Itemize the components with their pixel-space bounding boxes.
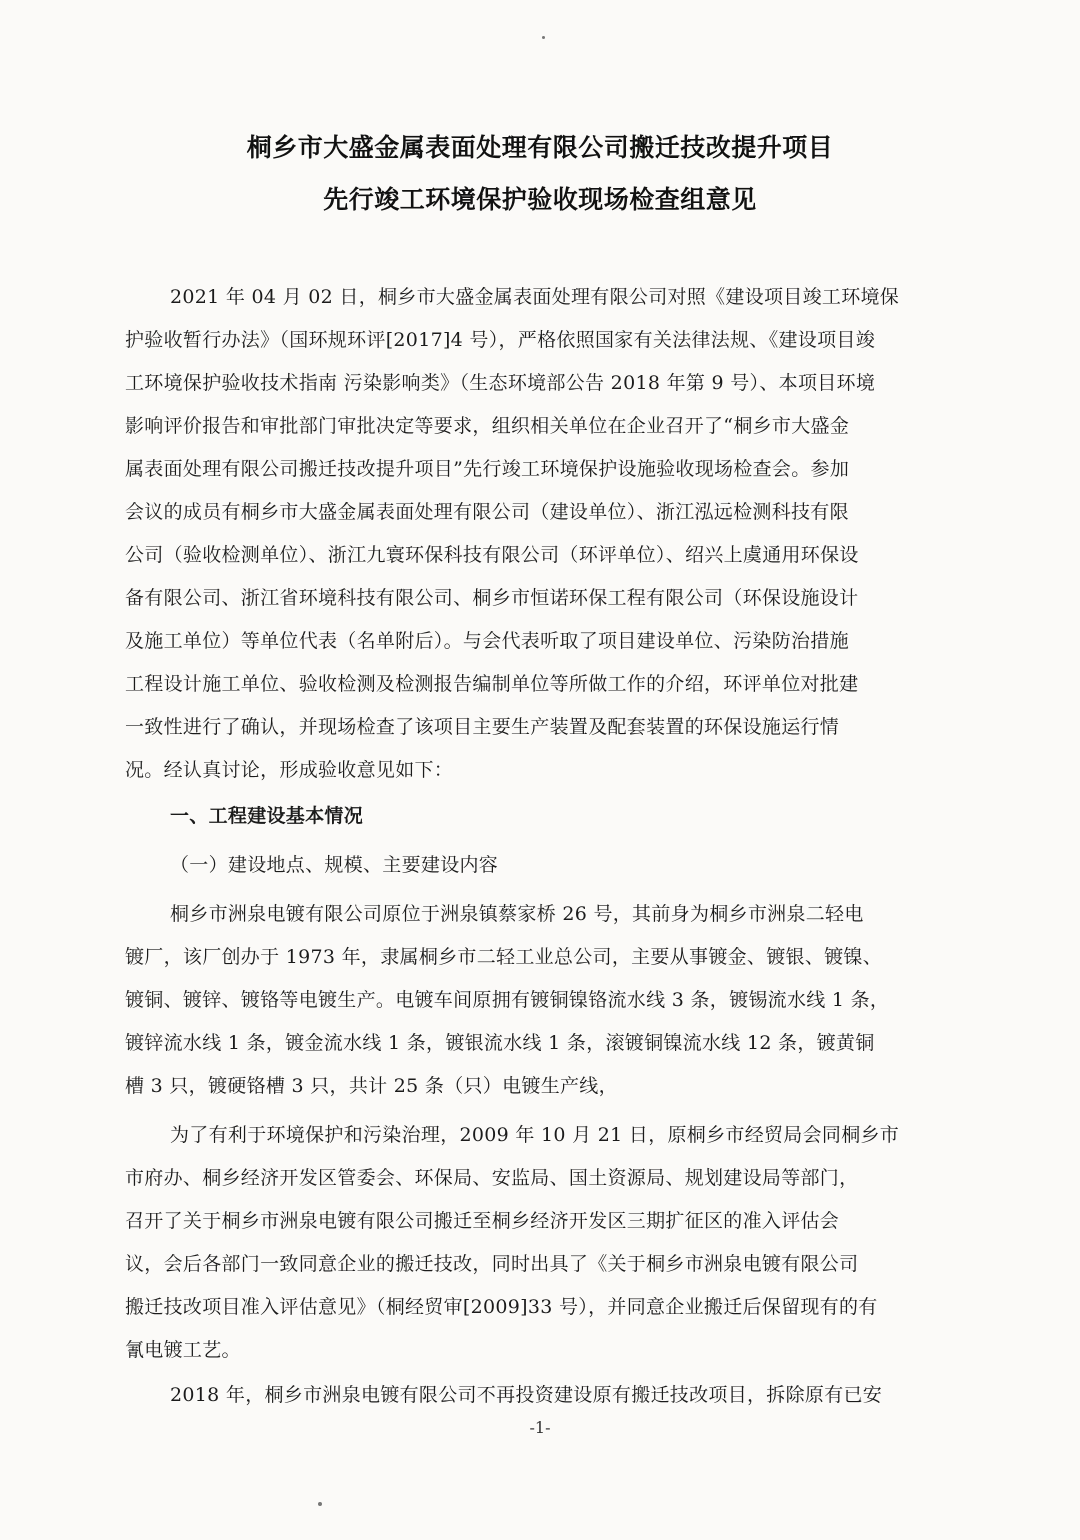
paragraph-line: 为了有利于环境保护和污染治理，2009 年 10 月 21 日，原桐乡市经贸局会同桐乡市 — [170, 1124, 900, 1146]
scan-speck — [318, 1502, 322, 1506]
paragraph-line: 市府办、桐乡经济开发区管委会、环保局、安监局、国土资源局、规划建设局等部门， — [125, 1167, 859, 1189]
document-title-line-1: 桐乡市大盛金属表面处理有限公司搬迁技改提升项目 — [246, 133, 834, 162]
paragraph-line: 桐乡市洲泉电镀有限公司原位于洲泉镇蔡家桥 26 号，其前身为桐乡市洲泉二轻电 — [170, 903, 864, 925]
paragraph-line: 召开了关于桐乡市洲泉电镀有限公司搬迁至桐乡经济开发区三期扩征区的准入评估会 — [125, 1210, 840, 1232]
paragraph-line: 及施工单位）等单位代表（名单附后）。与会代表听取了项目建设单位、污染防治措施 — [125, 630, 849, 652]
paragraph-line: 2018 年，桐乡市洲泉电镀有限公司不再投资建设原有搬迁技改项目，拆除原有已安 — [170, 1384, 883, 1406]
paragraph-line: 备有限公司、浙江省环境科技有限公司、桐乡市恒诺环保工程有限公司（环保设施设计 — [125, 587, 859, 609]
paragraph-line: 影响评价报告和审批部门审批决定等要求，组织相关单位在企业召开了“桐乡市大盛金 — [125, 415, 850, 437]
paragraph-line: 工程设计施工单位、验收检测及检测报告编制单位等所做工作的介绍，环评单位对批建 — [125, 673, 859, 695]
paragraph-line: 议，会后各部门一致同意企业的搬迁技改，同时出具了《关于桐乡市洲泉电镀有限公司 — [125, 1253, 859, 1275]
section-heading: 一、工程建设基本情况 — [170, 805, 364, 827]
paragraph-line: 一致性进行了确认，并现场检查了该项目主要生产装置及配套装置的环保设施运行情 — [125, 716, 840, 738]
paragraph-line: 2021 年 04 月 02 日，桐乡市大盛金属表面处理有限公司对照《建设项目竣工环境保 — [170, 286, 900, 308]
paragraph-line: 搬迁技改项目准入评估意见》（桐经贸审[2009]33 号），并同意企业搬迁后保留现有的有 — [125, 1296, 878, 1318]
scan-speck — [542, 36, 545, 39]
paragraph-line: 况。经认真讨论，形成验收意见如下： — [125, 759, 454, 781]
paragraph-line: 槽 3 只，镀硬铬槽 3 只，共计 25 条（只）电镀生产线， — [125, 1075, 618, 1097]
paragraph-line: 工环境保护验收技术指南 污染影响类》（生态环境部公告 2018 年第 9 号）、本项目环境 — [125, 372, 876, 394]
subsection-heading: （一）建设地点、规模、主要建设内容 — [170, 854, 499, 876]
paragraph-line: 氰电镀工艺。 — [125, 1339, 241, 1361]
paragraph-line: 会议的成员有桐乡市大盛金属表面处理有限公司（建设单位）、浙江泓远检测科技有限 — [125, 501, 849, 523]
paragraph-line: 护验收暂行办法》（国环规环评[2017]4 号），严格依照国家有关法律法规、《建设项目竣 — [125, 329, 876, 351]
paragraph-line: 镀铜、镀锌、镀铬等电镀生产。电镀车间原拥有镀铜镍铬流水线 3 条，镀锡流水线 1 条， — [125, 989, 890, 1011]
paragraph-line: 镀厂，该厂创办于 1973 年，隶属桐乡市二轻工业总公司，主要从事镀金、镀银、镀镍、 — [125, 946, 883, 968]
document-title-line-2: 先行竣工环境保护验收现场检查组意见 — [323, 185, 757, 214]
paragraph-line: 公司（验收检测单位）、浙江九寰环保科技有限公司（环评单位）、绍兴上虞通用环保设 — [125, 544, 859, 566]
page-number: -1- — [529, 1418, 551, 1437]
paragraph-line: 镀锌流水线 1 条，镀金流水线 1 条，镀银流水线 1 条，滚镀铜镍流水线 12 条，镀黄铜 — [125, 1032, 875, 1054]
paragraph-line: 属表面处理有限公司搬迁技改提升项目”先行竣工环境保护设施验收现场检查会。参加 — [125, 458, 850, 480]
